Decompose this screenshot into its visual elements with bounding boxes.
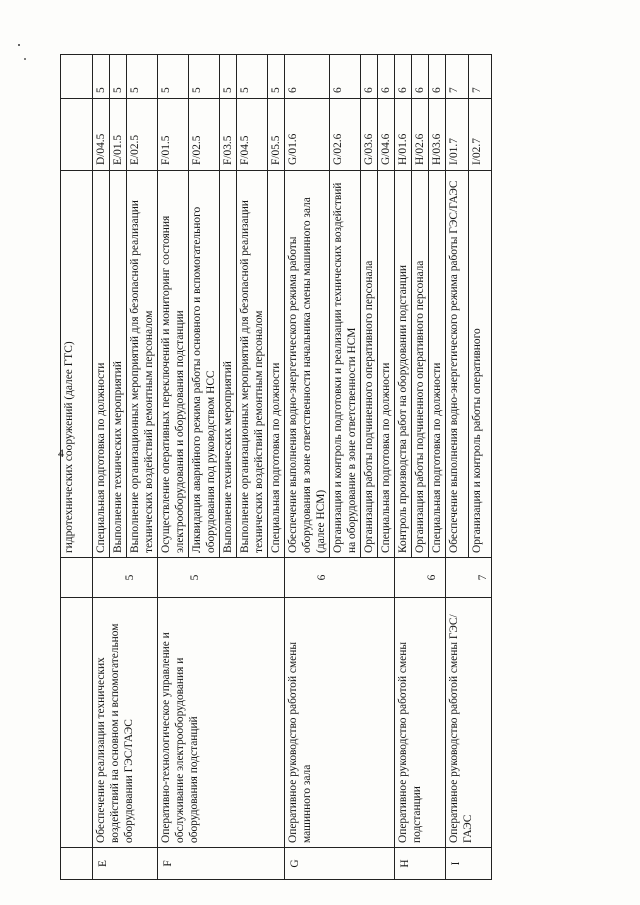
group-name-cell: Оперативное руководство работой смены машинного зала [285, 598, 395, 848]
group-name-cell: Оперативное руководство работой смены ГЭС/ГАЭС [446, 598, 492, 848]
function-code-cell: G/01.6 [285, 99, 330, 171]
function-code-cell: E/01.5 [110, 99, 127, 171]
function-code-cell: E/02.5 [127, 99, 158, 171]
group-code-cell: F [158, 848, 285, 880]
rotated-page [60, 55, 620, 880]
function-level-cell: 5 [237, 55, 268, 99]
function-level-cell: 6 [412, 55, 429, 99]
function-level-cell: 6 [429, 55, 446, 99]
table-row [93, 55, 110, 880]
function-level-cell: 5 [93, 55, 110, 99]
group-code-cell: G [285, 848, 395, 880]
group-level-cell: 5 [158, 558, 285, 598]
table-cell [61, 598, 93, 848]
function-code-cell: G/04.6 [378, 99, 395, 171]
function-code-cell: H/03.6 [429, 99, 446, 171]
function-name-cell: Специальная подготовка по должности [429, 171, 446, 558]
function-name-cell: Выполнение организационных мероприятий для безопасной реализации технических воздействий ремонтным персоналом [237, 171, 268, 558]
function-code-cell: H/01.6 [395, 99, 412, 171]
function-name-cell: Ликвидация аварийного режима работы основного и вспомогательного оборудования под руководством НСС [189, 171, 220, 558]
group-code-cell: E [93, 848, 158, 880]
table-row [395, 55, 412, 880]
table-row [61, 55, 93, 880]
function-level-cell: 7 [469, 55, 492, 99]
page-number: 4 [58, 446, 64, 460]
function-code-cell: G/03.6 [361, 99, 378, 171]
table-cell [61, 558, 93, 598]
function-level-cell: 5 [127, 55, 158, 99]
function-code-cell: F/04.5 [237, 99, 268, 171]
function-code-cell: D/04.5 [93, 99, 110, 171]
table-cell [61, 99, 93, 171]
function-code-cell: F/05.5 [268, 99, 285, 171]
function-name-cell: Организация и контроль подготовки и реализации технических воздействий на оборудование в зоне ответственности НСМ [330, 171, 361, 558]
gts-header-cell: гидротехнических сооружений (далее ГТС) [61, 171, 93, 558]
function-level-cell: 7 [446, 55, 469, 99]
function-level-cell: 6 [361, 55, 378, 99]
function-name-cell: Организация работы подчиненного оперативного персонала [361, 171, 378, 558]
function-name-cell: Специальная подготовка по должности [93, 171, 110, 558]
function-code-cell: F/02.5 [189, 99, 220, 171]
table-cell [61, 848, 93, 880]
scan-speck [18, 44, 20, 46]
function-code-cell: I/02.7 [469, 99, 492, 171]
scan-speck [24, 58, 26, 60]
function-level-cell: 5 [110, 55, 127, 99]
group-name-cell: Обеспечение реализации технических воздействий на основном и вспомогательном оборудовании ГЭС/ГАЭС [93, 598, 158, 848]
function-level-cell: 5 [158, 55, 189, 99]
function-code-cell: F/01.5 [158, 99, 189, 171]
group-level-cell: 6 [285, 558, 395, 598]
function-level-cell: 5 [268, 55, 285, 99]
group-code-cell: I [446, 848, 492, 880]
function-name-cell: Организация и контроль работы оперативного [469, 171, 492, 558]
function-level-cell: 5 [220, 55, 237, 99]
table-row [446, 55, 469, 880]
group-code-cell: H [395, 848, 446, 880]
table-row [158, 55, 189, 880]
function-code-cell: G/02.6 [330, 99, 361, 171]
group-level-cell: 7 [446, 558, 492, 598]
table-row [285, 55, 330, 880]
function-code-cell: I/01.7 [446, 99, 469, 171]
function-name-cell: Специальная подготовка по должности [378, 171, 395, 558]
function-code-cell: H/02.6 [412, 99, 429, 171]
function-name-cell: Выполнение технических мероприятий [220, 171, 237, 558]
function-name-cell: Контроль производства работ на оборудовании подстанции [395, 171, 412, 558]
function-name-cell: Выполнение организационных мероприятий для безопасной реализации технических воздействий ремонтным персоналом [127, 171, 158, 558]
function-level-cell: 6 [285, 55, 330, 99]
function-level-cell: 6 [395, 55, 412, 99]
function-name-cell: Обеспечение выполнения водно-энергетического режима работы ГЭС/ГАЭС [446, 171, 469, 558]
table-body [61, 55, 492, 880]
function-name-cell: Выполнение технических мероприятий [110, 171, 127, 558]
otf-table [60, 54, 492, 880]
table-cell [61, 55, 93, 99]
group-level-cell: 6 [395, 558, 446, 598]
group-name-cell: Оперативное руководство работой смены подстанции [395, 598, 446, 848]
function-name-cell: Осуществление оперативных переключений и мониторинг состояния электрооборудования и оборудования подстанции [158, 171, 189, 558]
function-level-cell: 6 [378, 55, 395, 99]
function-code-cell: F/03.5 [220, 99, 237, 171]
function-level-cell: 5 [189, 55, 220, 99]
function-name-cell: Организация работы подчиненного оперативного персонала [412, 171, 429, 558]
function-name-cell: Обеспечение выполнения водно-энергетического режима работы оборудования в зоне ответственности начальника смены машинного зала (далее НСМ) [285, 171, 330, 558]
group-name-cell: Оперативно-технологическое управление и обслуживание электрооборудования и оборудования подстанций [158, 598, 285, 848]
function-name-cell: Специальная подготовка по должности [268, 171, 285, 558]
group-level-cell: 5 [93, 558, 158, 598]
function-level-cell: 6 [330, 55, 361, 99]
